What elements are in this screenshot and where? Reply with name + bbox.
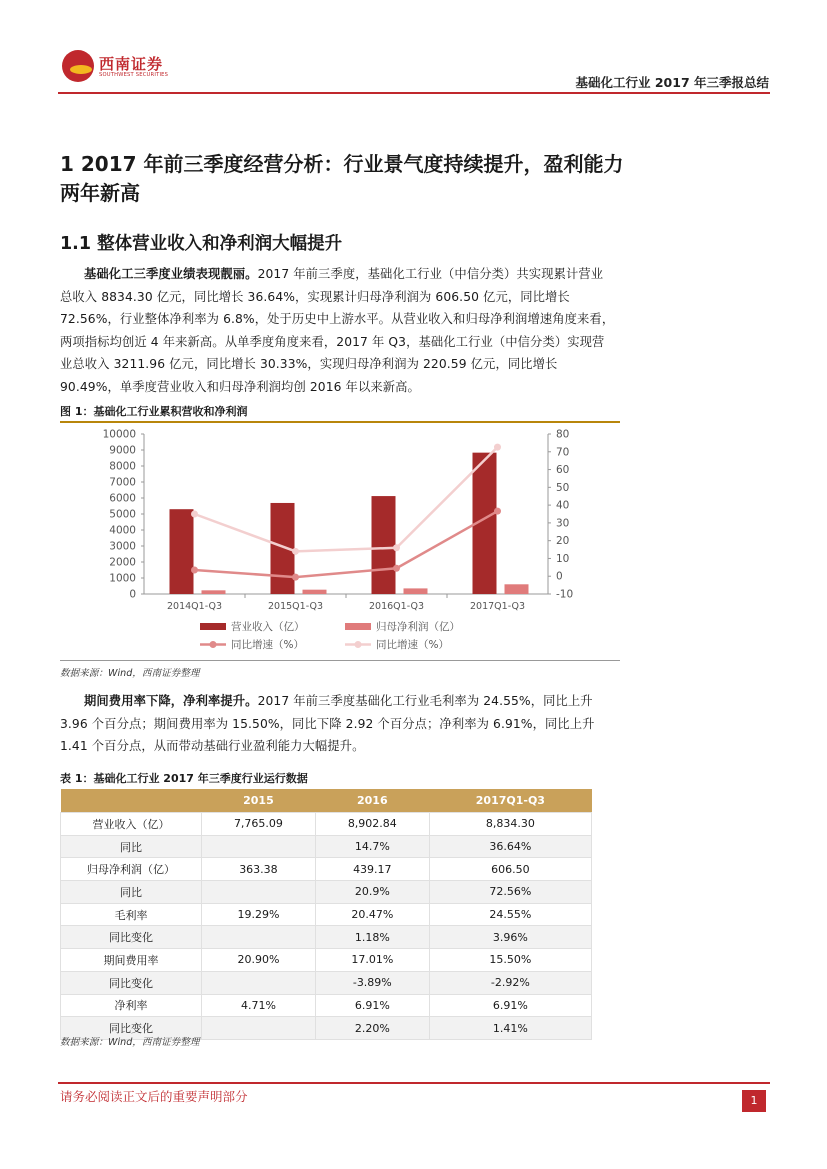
table-row-label: 净利率 bbox=[61, 994, 202, 1017]
table-cell: -3.89% bbox=[315, 971, 429, 994]
table-cell: 363.38 bbox=[202, 858, 316, 881]
table-cell: 17.01% bbox=[315, 949, 429, 972]
table-cell bbox=[202, 1017, 316, 1040]
y-right-tick-label: 20 bbox=[556, 535, 570, 548]
table-header-cell: 2016 bbox=[315, 789, 429, 813]
table-row-label: 同比 bbox=[61, 835, 202, 858]
legend-label: 同比增速（%） bbox=[376, 639, 449, 651]
table-header-cell bbox=[61, 789, 202, 813]
bar bbox=[202, 590, 226, 594]
line-point bbox=[292, 574, 299, 581]
y-right-tick-label: 70 bbox=[556, 446, 570, 459]
legend-label: 同比增速（%） bbox=[231, 639, 304, 651]
table-cell: 36.64% bbox=[429, 835, 591, 858]
paragraph-2-lead: 期间费用率下降，净利率提升。 bbox=[84, 694, 258, 708]
y-left-tick-label: 1000 bbox=[109, 572, 136, 585]
y-left-tick-label: 7000 bbox=[109, 476, 136, 489]
bar bbox=[170, 509, 194, 594]
table-header-cell: 2015 bbox=[202, 789, 316, 813]
subsection-heading: 1.1 整体营业收入和净利润大幅提升 bbox=[60, 234, 343, 254]
legend-swatch bbox=[200, 623, 226, 630]
y-left-tick-label: 8000 bbox=[109, 460, 136, 473]
table-cell: 19.29% bbox=[202, 903, 316, 926]
legend-swatch bbox=[345, 623, 371, 630]
line-point bbox=[494, 444, 501, 451]
paragraph-1 bbox=[60, 263, 615, 399]
table-row-label: 毛利率 bbox=[61, 903, 202, 926]
table-row-label: 同比 bbox=[61, 881, 202, 904]
bar bbox=[372, 496, 396, 594]
table-cell: 4.71% bbox=[202, 994, 316, 1017]
page-number: 1 bbox=[742, 1090, 766, 1112]
table-cell bbox=[202, 835, 316, 858]
table-caption: 表 1：基础化工行业 2017 年三季度行业运行数据 bbox=[60, 772, 308, 785]
table-cell bbox=[202, 881, 316, 904]
table-cell: 1.18% bbox=[315, 926, 429, 949]
chart-lines bbox=[191, 444, 501, 581]
paragraph-1-body: 2017 年前三季度，基础化工行业（中信分类）共实现累计营业总收入 8834.30 亿元，同比增长 36.64%，实现累计归母净利润为 606.50 亿元，同比增长 72.56%，行业整体净利率为 6.8%，处于历史中上游水平。从营业收入和归母净利润增速角度来看，两项指标均创近 4 年来新高。从单季度角度来看，2017 年 Q3，基础化工行业（中信分类）实现营业总收入 3211.96 亿元，同比增长 30.33%，实现归母净利润为 220.59 亿元，同比增长 90.49%，单季度营业收入和归母净利润均创 2016 年以来新高。 bbox=[60, 267, 615, 394]
chart-legend bbox=[200, 620, 460, 651]
table-cell: 20.47% bbox=[315, 903, 429, 926]
table-cell: 606.50 bbox=[429, 858, 591, 881]
line-point bbox=[393, 565, 400, 572]
bar bbox=[505, 584, 529, 594]
disclaimer-note: 请务必阅读正文后的重要声明部分 bbox=[60, 1089, 248, 1104]
table-row bbox=[61, 881, 592, 904]
table-row-label: 营业收入（亿） bbox=[61, 813, 202, 836]
table-cell: 6.91% bbox=[315, 994, 429, 1017]
table-cell: 14.7% bbox=[315, 835, 429, 858]
footer-divider bbox=[58, 1082, 770, 1084]
table-row-label: 同比变化 bbox=[61, 1017, 202, 1040]
table-row-label: 同比变化 bbox=[61, 926, 202, 949]
table-row bbox=[61, 903, 592, 926]
x-tick-label: 2016Q1-Q3 bbox=[369, 601, 424, 612]
table-source: 数据来源：Wind，西南证券整理 bbox=[60, 1037, 200, 1048]
table-row-label: 归母净利润（亿） bbox=[61, 858, 202, 881]
table-row bbox=[61, 813, 592, 836]
y-left-tick-label: 6000 bbox=[109, 492, 136, 505]
table-cell: 72.56% bbox=[429, 881, 591, 904]
table-cell: 15.50% bbox=[429, 949, 591, 972]
table-cell: 6.91% bbox=[429, 994, 591, 1017]
series-line bbox=[195, 511, 498, 577]
table-row bbox=[61, 835, 592, 858]
table-cell: 439.17 bbox=[315, 858, 429, 881]
line-point bbox=[191, 511, 198, 518]
y-left-tick-label: 2000 bbox=[109, 556, 136, 569]
legend-label: 营业收入（亿） bbox=[231, 621, 305, 633]
industry-data-table bbox=[60, 789, 592, 1040]
y-left-tick-label: 4000 bbox=[109, 524, 136, 537]
table-cell: 20.90% bbox=[202, 949, 316, 972]
table-row bbox=[61, 994, 592, 1017]
figure-caption: 图 1：基础化工行业累积营收和净利润 bbox=[60, 405, 248, 418]
revenue-profit-chart bbox=[60, 424, 620, 658]
bar bbox=[404, 588, 428, 594]
logo-text-cn: 西南证券 bbox=[99, 55, 164, 73]
x-tick-label: 2015Q1-Q3 bbox=[268, 601, 323, 612]
table-cell: 3.96% bbox=[429, 926, 591, 949]
table-cell: 8,902.84 bbox=[315, 813, 429, 836]
table-cell: 7,765.09 bbox=[202, 813, 316, 836]
table-cell: 8,834.30 bbox=[429, 813, 591, 836]
table-cell: 2.20% bbox=[315, 1017, 429, 1040]
bar bbox=[303, 590, 327, 594]
table-row bbox=[61, 949, 592, 972]
y-right-tick-label: 60 bbox=[556, 464, 570, 477]
table-cell: 1.41% bbox=[429, 1017, 591, 1040]
table-cell: 20.9% bbox=[315, 881, 429, 904]
table-row bbox=[61, 858, 592, 881]
logo-mark-icon bbox=[62, 50, 94, 82]
line-point bbox=[494, 508, 501, 515]
line-point bbox=[292, 548, 299, 555]
y-right-tick-label: -10 bbox=[556, 588, 574, 601]
y-right-tick-label: 50 bbox=[556, 481, 570, 494]
legend-swatch-point bbox=[210, 641, 217, 648]
figure-top-rule bbox=[60, 421, 620, 423]
y-left-tick-label: 9000 bbox=[109, 444, 136, 457]
line-point bbox=[191, 567, 198, 574]
header-divider bbox=[58, 92, 770, 94]
table-row bbox=[61, 971, 592, 994]
figure-bottom-rule bbox=[60, 660, 620, 661]
y-right-tick-label: 80 bbox=[556, 428, 570, 441]
y-left-tick-label: 3000 bbox=[109, 540, 136, 553]
y-right-tick-label: 30 bbox=[556, 517, 570, 530]
paragraph-1-lead: 基础化工三季度业绩表现靓丽。 bbox=[84, 267, 258, 281]
y-left-tick-label: 0 bbox=[129, 588, 136, 601]
logo-text-en: SOUTHWEST SECURITIES bbox=[99, 72, 169, 78]
table-row bbox=[61, 926, 592, 949]
paragraph-2-body: 2017 年前三季度基础化工行业毛利率为 24.55%，同比上升 3.96 个百分点；期间费用率为 15.50%，同比下降 2.92 个百分点；净利率为 6.91%，同比上升 1.41 个百分点，从而带动基础行业盈利能力大幅提升。 bbox=[60, 694, 595, 754]
y-left-tick-label: 10000 bbox=[102, 428, 136, 441]
y-right-tick-label: 40 bbox=[556, 499, 570, 512]
report-title: 基础化工行业 2017 年三季报总结 bbox=[575, 75, 769, 90]
table-cell bbox=[202, 926, 316, 949]
table-row-label: 同比变化 bbox=[61, 971, 202, 994]
x-tick-label: 2014Q1-Q3 bbox=[167, 601, 222, 612]
legend-swatch-point bbox=[355, 641, 362, 648]
y-left-tick-label: 5000 bbox=[109, 508, 136, 521]
y-right-tick-label: 0 bbox=[556, 570, 563, 583]
company-logo bbox=[62, 50, 172, 84]
x-tick-label: 2017Q1-Q3 bbox=[470, 601, 525, 612]
table-cell: 24.55% bbox=[429, 903, 591, 926]
table-header-row bbox=[61, 789, 592, 813]
y-right-tick-label: 10 bbox=[556, 552, 570, 565]
table-row-label: 期间费用率 bbox=[61, 949, 202, 972]
legend-label: 归母净利润（亿） bbox=[376, 621, 460, 633]
line-point bbox=[393, 544, 400, 551]
table-cell bbox=[202, 971, 316, 994]
figure-source: 数据来源：Wind，西南证券整理 bbox=[60, 668, 200, 679]
table-header-cell: 2017Q1-Q3 bbox=[429, 789, 591, 813]
section-heading: 1 2017 年前三季度经营分析：行业景气度持续提升，盈利能力两年新高 bbox=[60, 152, 624, 205]
paragraph-2 bbox=[60, 690, 615, 758]
table-cell: -2.92% bbox=[429, 971, 591, 994]
